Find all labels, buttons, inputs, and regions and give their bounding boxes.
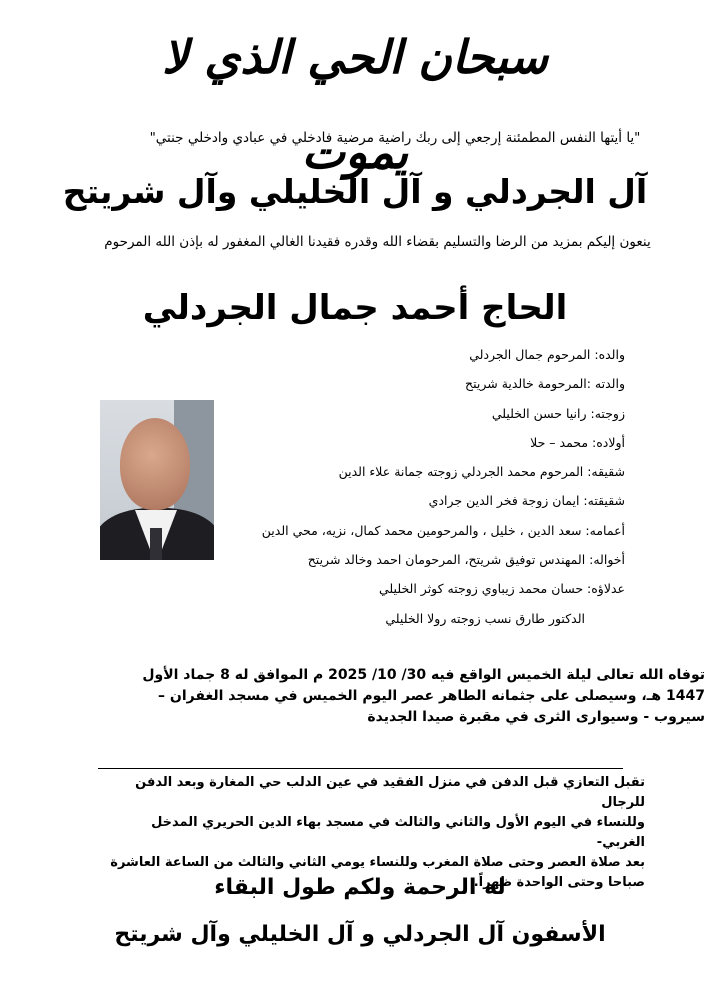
condolences-line: صباحا وحتى الواحدة ظهراً. bbox=[473, 875, 645, 890]
relative-maternal-uncles: أخواله: المهندس توفيق شريتح، المرحومان احمد وخالد شريتح bbox=[307, 552, 625, 567]
death-notice-line: سيروب - وسيوارى الثرى في مقبرة صيدا الجديدة bbox=[367, 709, 705, 725]
relative-father: والده: المرحوم جمال الجردلي bbox=[469, 347, 625, 362]
death-notice-line: توفاه الله تعالى ليلة الخميس الواقع فيه 30/ 10/ 2025 م الموافق له 8 جماد الأول bbox=[142, 667, 705, 683]
families-heading: آل الجردلي و آل الخليلي وآل شريتح bbox=[62, 172, 648, 211]
portrait-photo bbox=[100, 400, 214, 560]
relative-brothers-in-law: عدلاؤه: حسان محمد زيباوي زوجته كوثر الخليلي bbox=[379, 581, 625, 596]
relative-children: أولاده: محمد – حلا bbox=[530, 435, 625, 450]
deceased-name: الحاج أحمد جمال الجردلي bbox=[142, 288, 568, 328]
death-notice bbox=[100, 665, 705, 728]
condolences-line: تقبل التعازي قبل الدفن في منزل الفقيد في عين الدلب حي المغارة وبعد الدفن للرجال bbox=[135, 775, 645, 810]
condolences-line: وللنساء في اليوم الأول والثاني والثالث في مسجد بهاء الدين الحريري المدخل الغربي- bbox=[151, 815, 645, 850]
closing-signature: الأسفون آل الجردلي و آل الخليلي وآل شريتح bbox=[114, 922, 606, 947]
announcement-text: ينعون إليكم بمزيد من الرضا والتسليم بقضاء الله وقدره فقيدنا الغالي المغفور له بإذن الله المرحوم bbox=[104, 234, 651, 250]
relative-uncles: أعمامه: سعد الدين ، خليل ، والمرحومين محمد كمال، نزيه، محي الدين bbox=[261, 523, 625, 538]
photo-tie bbox=[150, 528, 162, 560]
quran-verse: "يا أيتها النفس المطمئنة إرجعي إلى ربك راضية مرضية فادخلي في عبادي وادخلي جنتي" bbox=[149, 130, 641, 146]
section-divider bbox=[98, 768, 623, 769]
photo-head bbox=[120, 418, 190, 510]
relative-sister: شقيقته: ايمان زوجة فخر الدين جرادي bbox=[428, 493, 625, 508]
relative-wife: زوجته: رانيا حسن الخليلي bbox=[491, 406, 625, 421]
relative-mother: والدته :المرحومة خالدية شريتح bbox=[465, 376, 625, 391]
death-notice-line: 1447 هـ، وسيصلى على جثمانه الطاهر عصر اليوم الخميس في مسجد الغفران – bbox=[158, 688, 705, 704]
relative-brother-in-law-2: الدكتور طارق نسب زوجته رولا الخليلي bbox=[385, 611, 585, 626]
relative-brother: شقيقه: المرحوم محمد الجردلي زوجته جمانة علاء الدين bbox=[338, 464, 625, 479]
condolences-line: بعد صلاة العصر وحتى صلاة المغرب وللنساء يومي الثاني والثالث من الساعة العاشرة bbox=[110, 855, 645, 870]
closing-prayer: له الرحمة ولكم طول البقاء bbox=[214, 875, 506, 900]
calligraphy-header: سبحان الحي الذي لا يموت bbox=[162, 30, 548, 179]
